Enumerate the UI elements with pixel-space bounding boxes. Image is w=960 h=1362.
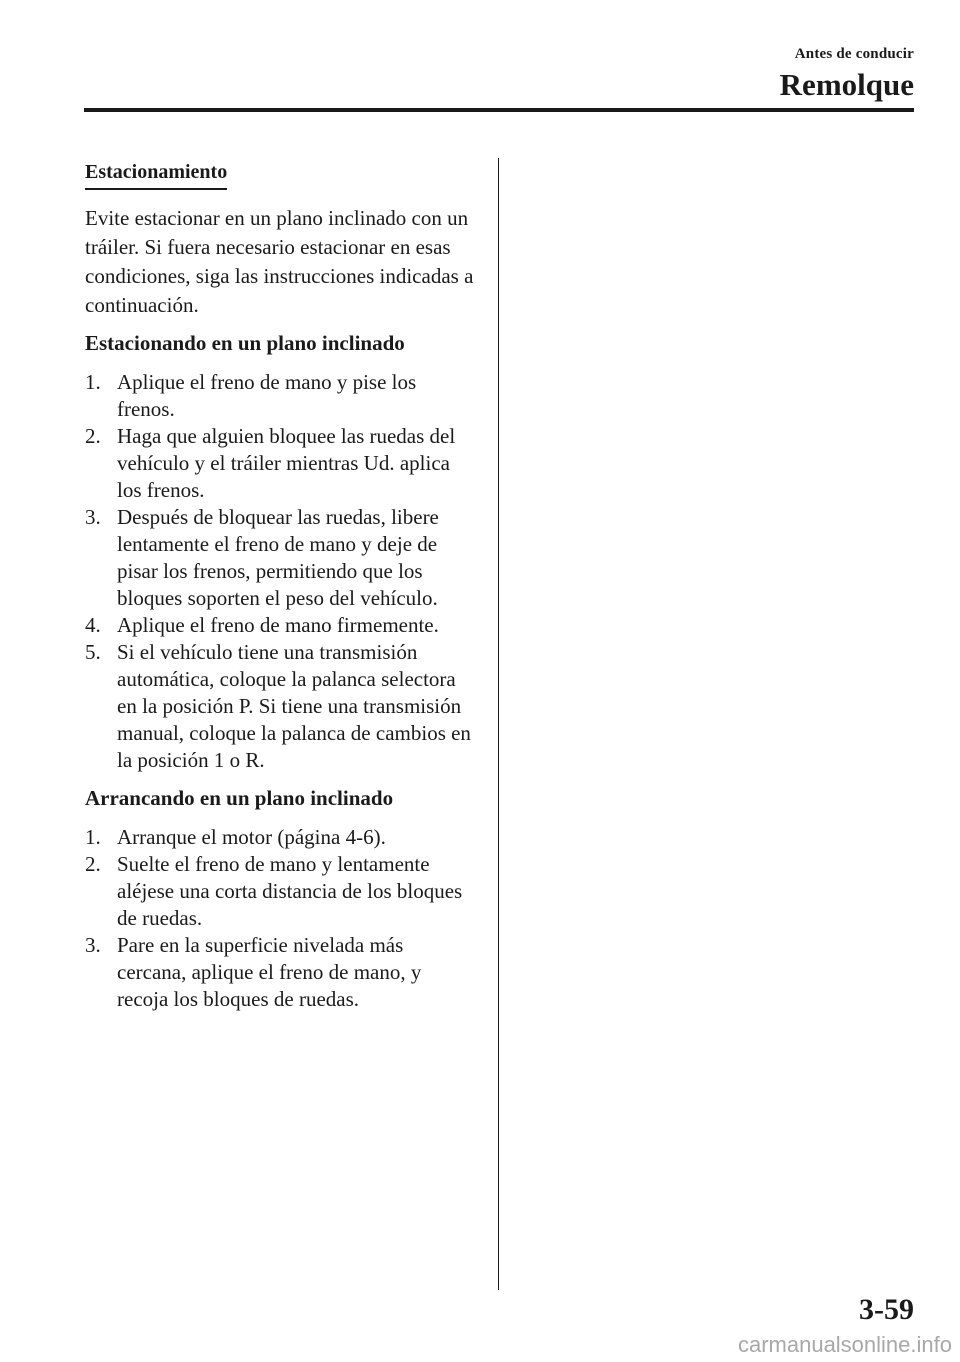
step-text: Arranque el motor (página 4-6). <box>117 825 386 849</box>
list-item <box>85 851 475 932</box>
watermark: carmanualsonline.info <box>737 1332 952 1357</box>
chapter-title: Antes de conducir <box>794 46 914 62</box>
step-text: Haga que alguien bloquee las ruedas del vehículo y el tráiler mientras Ud. aplica los frenos. <box>117 424 456 502</box>
step-number: 2. <box>85 852 101 876</box>
intro-paragraph: Evite estacionar en un plano inclinado con un tráiler. Si fuera necesario estacionar en esas condiciones, siga las instrucciones indicadas a continuación. <box>85 206 474 317</box>
step-number: 3. <box>85 933 101 957</box>
header-rule <box>84 108 914 112</box>
parking-subheading: Estacionando en un plano inclinado <box>85 331 405 355</box>
list-item <box>85 824 475 851</box>
step-text: Aplique el freno de mano y pise los frenos. <box>117 370 417 421</box>
section-title: Remolque <box>779 67 914 102</box>
page-number: 3-59 <box>859 1293 914 1326</box>
list-item <box>85 504 475 612</box>
step-number: 1. <box>85 370 101 394</box>
list-item <box>85 612 475 639</box>
column-divider <box>498 158 499 1290</box>
step-text: Si el vehículo tiene una transmisión automática, coloque la palanca selectora en la posición P. Si tiene una transmisión manual, coloque la palanca de cambios en la posición 1 o R. <box>117 640 471 772</box>
list-item <box>85 932 475 1013</box>
step-text: Pare en la superficie nivelada más cercana, aplique el freno de mano, y recoja los bloques de ruedas. <box>117 933 422 1011</box>
step-number: 4. <box>85 613 101 637</box>
parking-steps-list <box>85 369 475 774</box>
page-header <box>780 44 914 104</box>
step-number: 3. <box>85 505 101 529</box>
starting-steps-list <box>85 824 475 1013</box>
step-text: Aplique el freno de mano firmemente. <box>117 613 439 637</box>
list-item <box>85 369 475 423</box>
left-column <box>85 158 475 1023</box>
list-item <box>85 639 475 774</box>
step-number: 5. <box>85 640 101 664</box>
step-number: 2. <box>85 424 101 448</box>
list-item <box>85 423 475 504</box>
step-number: 1. <box>85 825 101 849</box>
starting-subheading: Arrancando en un plano inclinado <box>85 786 394 810</box>
step-text: Suelte el freno de mano y lentamente aléjese una corta distancia de los bloques de ruedas. <box>117 852 463 930</box>
step-text: Después de bloquear las ruedas, libere lentamente el freno de mano y deje de pisar los frenos, permitiendo que los bloques soporten el peso del vehículo. <box>117 505 439 610</box>
section-heading: Estacionamiento <box>85 158 227 190</box>
